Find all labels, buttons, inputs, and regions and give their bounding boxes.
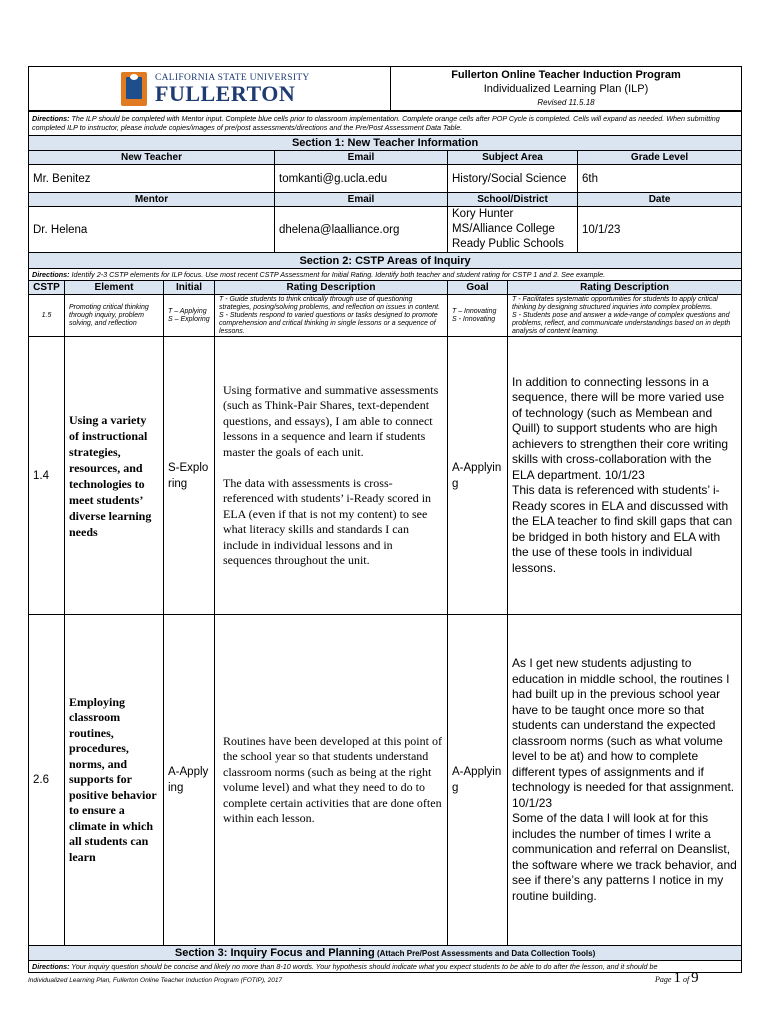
mentor-value: Dr. Helena xyxy=(29,207,275,253)
header-table xyxy=(28,66,742,112)
section3-directions: Directions: Your inquiry question should be concise and likely no more than 8-10 words. Your hypothesis should indicate what you expect students to be able to do after the lesson, and it should be xyxy=(29,961,742,973)
section3-title: Section 3: Inquiry Focus and Planning (Attach Pre/Post Assessments and Data Collection Tools) xyxy=(29,946,742,961)
program-title: Fullerton Online Teacher Induction Program xyxy=(451,69,681,81)
teacher-email-value: tomkanti@g.ucla.edu xyxy=(275,165,448,193)
header-mentor-email: Email xyxy=(275,193,448,207)
header-date: Date xyxy=(578,193,742,207)
plan-title: Individualized Learning Plan (ILP) xyxy=(483,83,649,95)
university-seal-icon xyxy=(121,72,147,106)
subject-area-value: History/Social Science xyxy=(448,165,578,193)
cstp-element: Using a variety of instructional strategies, resources, and technologies to meet students’ diverse learning needs xyxy=(65,337,164,615)
col-initial: Initial xyxy=(164,281,215,295)
top-directions: Directions: The ILP should be completed with Mentor input. Complete blue cells prior to classroom implementation. Complete orange cells after POP Cycle is completed. Cells will expand as needed. When submitting completed ILP to instructor, please include copies/images of pre/post assessments/directions and the Pre/Post Assessment Data Table. xyxy=(29,111,742,136)
revised-date: Revised 11.5.18 xyxy=(537,98,595,107)
cstp-initial: S-Exploring xyxy=(164,337,215,615)
ilp-table xyxy=(28,110,742,973)
header-grade-level: Grade Level xyxy=(578,151,742,165)
section2-directions: Directions: Identify 2-3 CSTP elements for ILP focus. Use most recent CSTP Assessment for Initial Rating. Identify both teacher and student rating for CSTP 1 and 2. See example. xyxy=(29,269,742,281)
cstp-element: Employing classroom routines, procedures, norms, and supports for positive behavior to ensure a climate in which all students can learn xyxy=(65,615,164,946)
date-value: 10/1/23 xyxy=(578,207,742,253)
section1-title: Section 1: New Teacher Information xyxy=(29,136,742,151)
header-school-district: School/District xyxy=(448,193,578,207)
cstp-row xyxy=(29,337,742,615)
col-cstp: CSTP xyxy=(29,281,65,295)
col-goal-rating-description: Rating Description xyxy=(508,281,742,295)
header-new-teacher: New Teacher xyxy=(29,151,275,165)
col-rating-description: Rating Description xyxy=(215,281,448,295)
logo-cell xyxy=(29,67,391,112)
example-goal-description: T - Facilitates systematic opportunities for students to apply critical thinking by designing structured inquiries into complex problems. S - Students pose and answer a wide-range of complex questions and problems, reflect, and communicate understandings based on in depth analysis of content learning. xyxy=(508,295,742,337)
cstp-description: Routines have been developed at this point of the school year so that students understand classroom norms (such as being at the right volume level) and what they need to do to complete certain activities that are done often within each lesson. xyxy=(215,615,448,946)
header-mentor: Mentor xyxy=(29,193,275,207)
logo-main-text: FULLERTON xyxy=(155,81,296,106)
grade-level-value: 6th xyxy=(578,165,742,193)
section2-title: Section 2: CSTP Areas of Inquiry xyxy=(29,253,742,269)
footer-text: Individualized Learning Plan, Fullerton Online Teacher Induction Program (FOTIP), 2017 xyxy=(28,977,283,984)
cstp-row xyxy=(29,615,742,946)
example-initial: T – Applying S – Exploring xyxy=(164,295,215,337)
mentor-email-value: dhelena@laalliance.org xyxy=(275,207,448,253)
cstp-initial: A-Applying xyxy=(164,615,215,946)
logo-top-text: CALIFORNIA STATE UNIVERSITY xyxy=(155,73,310,83)
new-teacher-value: Mr. Benitez xyxy=(29,165,275,193)
example-description: T - Guide students to think critically through use of questioning strategies, posing/solving problems, and reflection on issues in content. S - Students respond to varied questions or tasks designed to promote comprehension and critical thinking in single lessons or a sequence of lessons. xyxy=(215,295,448,337)
cstp-description: Using formative and summative assessments (such as Think-Pair Shares, text-dependent questions, and essays), I am able to connect lessons in a sequence and learn if students master the goals of each unit. The data with assessments is cross-referenced with students’ i-Ready scored in ELA (even if that is not my content) to see what literacy skills and standards I can include in individual lessons and in sequences throughout the unit. xyxy=(215,337,448,615)
cstp-number: 1.4 xyxy=(29,337,65,615)
school-district-value: Kory Hunter MS/Alliance College Ready Public Schools xyxy=(448,207,578,253)
col-goal: Goal xyxy=(448,281,508,295)
example-goal: T – Innovating S - Innovating xyxy=(448,295,508,337)
cstp-goal: A-Applying xyxy=(448,615,508,946)
col-element: Element xyxy=(65,281,164,295)
header-email: Email xyxy=(275,151,448,165)
program-title-cell xyxy=(391,67,742,112)
header-subject-area: Subject Area xyxy=(448,151,578,165)
cstp-goal-description: In addition to connecting lessons in a sequence, there will be more varied use of technology (such as Membean and Quill) to support students who are high achievers to strengthen their core writing skills with cross-collaboration with the ELA department. 10/1/23 This data is referenced with students’ i-Ready scores in ELA and discussed with the ELA teacher to find skill gaps that can be bridged in both history and ELA with the use of these tools in individual lessons. xyxy=(508,337,742,615)
cstp-goal: A-Applying xyxy=(448,337,508,615)
page-number: Page 1 of 9 xyxy=(655,970,699,986)
cstp-goal-description: As I get new students adjusting to education in middle school, the routines I had built up in the previous school year have to be taught once more so that students can understand the expected classroom norms (such as what volume level to be at) and how to complete different types of assignments and if technology is needed for that assignment. 10/1/23 Some of the data I will look at for this includes the number of times I write a communication and referral on Deanslist, the software where we track behavior, and see if there’s any patterns I notice in my routine building. xyxy=(508,615,742,946)
example-cstp: 1.5 xyxy=(29,295,65,337)
example-element: Promoting critical thinking through inquiry, problem solving, and reflection xyxy=(65,295,164,337)
cstp-number: 2.6 xyxy=(29,615,65,946)
